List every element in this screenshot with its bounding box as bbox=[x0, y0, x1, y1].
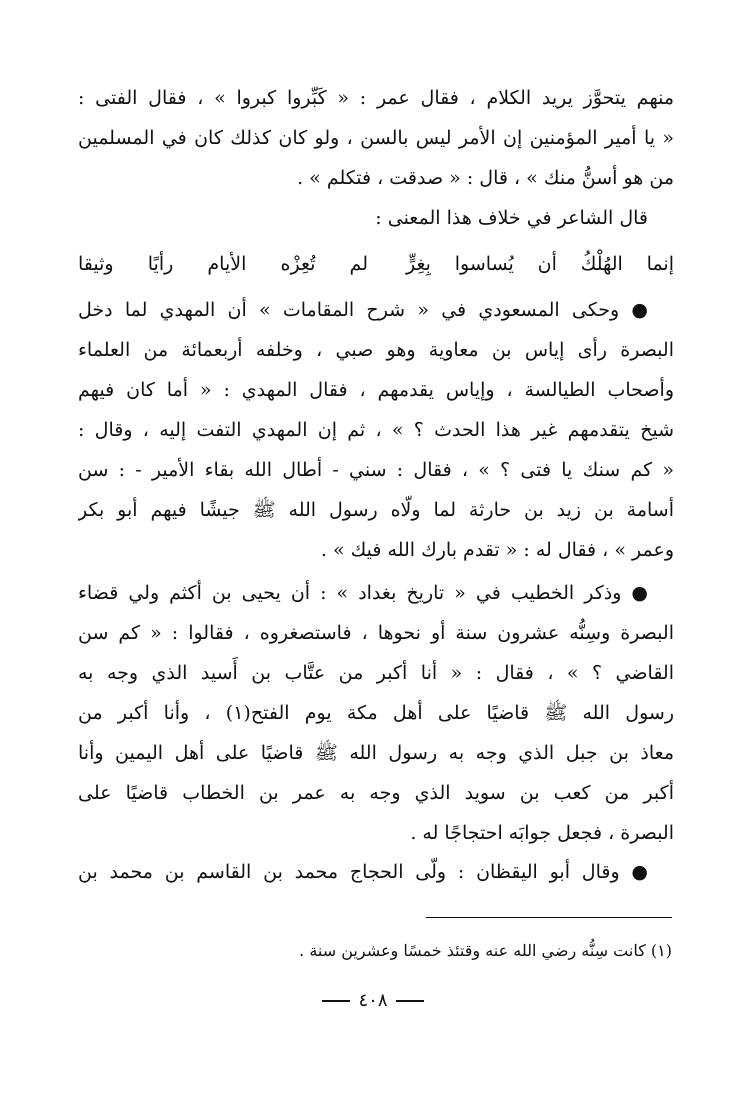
text-line: ● وقال أبو اليقظان : ولّى الحجاج محمد بن القاسم بن محمد بن bbox=[78, 861, 648, 883]
text-line: البصرة رأى إياس بن معاوية وهو صبي ، وخلفه أربعمائة من العلماء bbox=[78, 339, 674, 361]
text-line: البصرة وسِنُّه عشرون سنة أو نحوها ، فاستصغروه ، فقالوا : « كم سن bbox=[78, 622, 674, 644]
footnote: (١) كانت سِنُّه رضي الله عنه وقتئذ خمسًا وعشرين سنة . bbox=[299, 941, 672, 960]
text-line: شيخ يتقدمهم غير هذا الحدث ؟ » ، ثم إن المهدي التفت إليه ، وقال : bbox=[78, 419, 674, 441]
text-line: القاضي ؟ » ، فقال : « أنا أكبر من عتَّاب بن أَسيد الذي وجه به bbox=[78, 662, 674, 684]
text-line: أكبر من كعب بن سويد الذي وجه به عمر بن الخطاب قاضيًا على bbox=[78, 782, 674, 804]
poem-verse bbox=[78, 242, 674, 286]
text-line: وأصحاب الطيالسة ، وإياس يقدمهم ، فقال المهدي : « أما كان فيهم bbox=[78, 379, 674, 401]
text-line: من هو أسنُّ منك » ، قال : « صدقت ، فتكلم » . bbox=[297, 167, 674, 189]
text-line: وعمر » ، فقال له : « تقدم بارك الله فيك » . bbox=[320, 539, 674, 561]
text-line: رسول الله ﷺ قاضيًا على أهل مكة يوم الفتح(١) ، وأنا أكبر من bbox=[78, 702, 674, 724]
page-number-dash bbox=[396, 1000, 424, 1002]
text-line: « يا أمير المؤمنين إن الأمر ليس بالسن ، ولو كان كذلك كان في المسلمين bbox=[78, 127, 674, 149]
verse-second-hemistich: لم تُعِزْه الأيام رأيًا وثيقا bbox=[78, 253, 368, 275]
text-line: ● وحكى المسعودي في « شرح المقامات » أن المهدي لما دخل bbox=[78, 299, 648, 321]
text-line: معاذ بن جبل الذي وجه به رسول الله ﷺ قاضيًا على أهل اليمين وأنا bbox=[78, 742, 674, 764]
page-number bbox=[0, 986, 746, 1016]
text-line: قال الشاعر في خلاف هذا المعنى : bbox=[375, 207, 648, 229]
text-line: البصرة ، فجعل جوابَه احتجاجًا له . bbox=[410, 822, 674, 844]
text-line: منهم يتحوَّز يريد الكلام ، فقال عمر : « كَبِّروا كبروا » ، فقال الفتى : bbox=[78, 87, 674, 109]
text-line: أسامة بن زيد بن حارثة لما ولّاه رسول الله ﷺ جيشًا فيهم أبو بكر bbox=[78, 499, 674, 521]
text-line: ● وذكر الخطيب في « تاريخ بغداد » : أن يحيى بن أكثم ولي قضاء bbox=[78, 582, 648, 604]
page-number-value: ٤٠٨ bbox=[358, 990, 388, 1011]
text-line: « كم سنك يا فتى ؟ » ، فقال : سني - أطال الله بقاء الأمير - : سن bbox=[78, 459, 674, 481]
footnote-divider bbox=[426, 917, 672, 918]
verse-first-hemistich: إنما الهُلْكُ أن يُساسوا بِغِرٍّ bbox=[406, 253, 674, 275]
page-number-dash bbox=[322, 1000, 350, 1002]
